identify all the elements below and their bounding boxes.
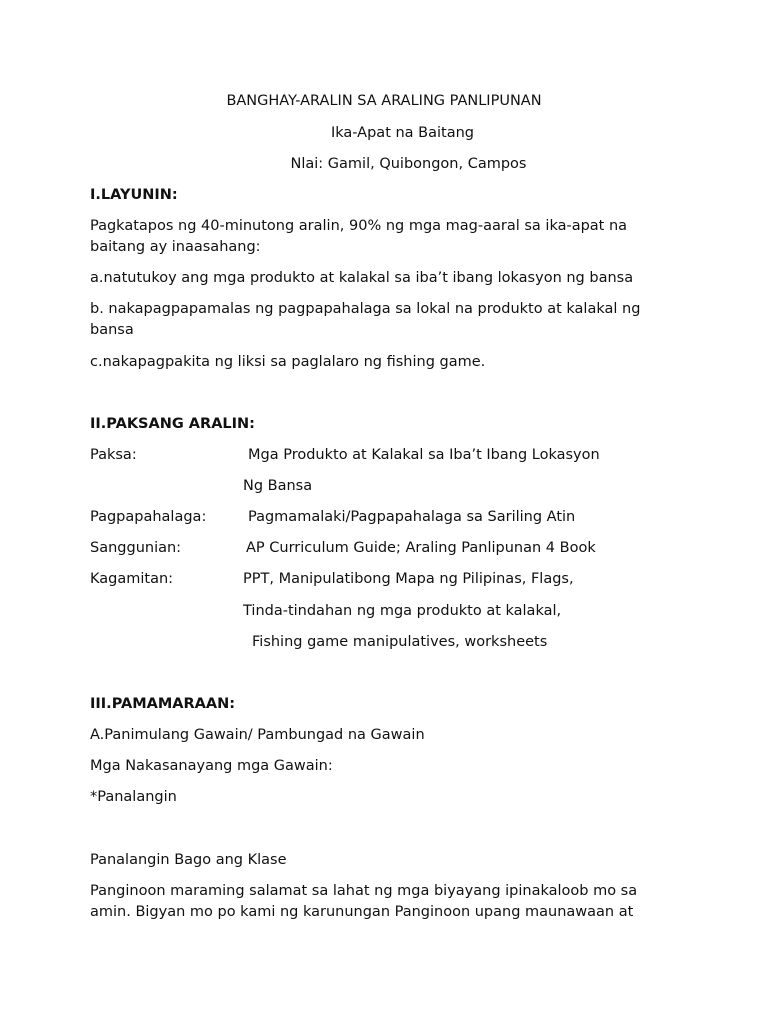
nakasanayang-gawain: Mga Nakasanayang mga Gawain: — [90, 758, 333, 774]
pagpapahalaga-label: Pagpapahalaga: — [90, 509, 207, 525]
objective-c: c.nakapagpakita ng liksi sa paglalaro ng fishing game. — [90, 354, 486, 370]
kagamitan-value-2: Tinda-tindahan ng mga produkto at kalakal, — [243, 603, 562, 619]
kagamitan-value: PPT, Manipulatibong Mapa ng Pilipinas, Flags, — [243, 571, 574, 587]
panalangin-item: *Panalangin — [90, 789, 177, 805]
objective-b: b. nakapagpapamalas ng pagpapahalaga sa lokal na produkto at kalakal ng bansa — [90, 301, 641, 338]
layunin-intro: Pagkatapos ng 40-minutong aralin, 90% ng mga mag-aaral sa ika-apat na baitang ay inaasahang: — [90, 218, 628, 255]
panalangin-text: Panginoon maraming salamat sa lahat ng mga biyayang ipinakaloob mo sa amin. Bigyan mo po kami ng karunungan Panginoon upang maunawaan at — [90, 883, 638, 920]
panimulang-gawain: A.Panimulang Gawain/ Pambungad na Gawain — [90, 727, 425, 743]
layunin-heading: I.LAYUNIN: — [90, 187, 178, 203]
objective-a: a.natutukoy ang mga produkto at kalakal sa iba’t ibang lokasyon ng bansa — [90, 270, 634, 286]
paksa-label: Paksa: — [90, 447, 137, 463]
paksang-aralin-heading: II.PAKSANG ARALIN: — [90, 416, 255, 432]
kagamitan-label: Kagamitan: — [90, 571, 174, 587]
pamamaraan-heading: III.PAMAMARAAN: — [90, 696, 236, 712]
kagamitan-value-3: Fishing game manipulatives, worksheets — [252, 634, 548, 650]
authors-line: Nlai: Gamil, Quibongon, Campos — [290, 156, 527, 172]
paksa-value-continued: Ng Bansa — [243, 478, 313, 494]
document-title: BANGHAY-ARALIN SA ARALING PANLIPUNAN — [226, 93, 542, 109]
sanggunian-value: AP Curriculum Guide; Araling Panlipunan 4 Book — [246, 540, 596, 556]
grade-level: Ika-Apat na Baitang — [330, 125, 475, 141]
panalangin-title: Panalangin Bago ang Klase — [90, 852, 287, 868]
sanggunian-label: Sanggunian: — [90, 540, 182, 556]
paksa-value: Mga Produkto at Kalakal sa Iba’t Ibang Lokasyon — [248, 447, 600, 463]
pagpapahalaga-value: Pagmamalaki/Pagpapahalaga sa Sariling Atin — [248, 509, 576, 525]
